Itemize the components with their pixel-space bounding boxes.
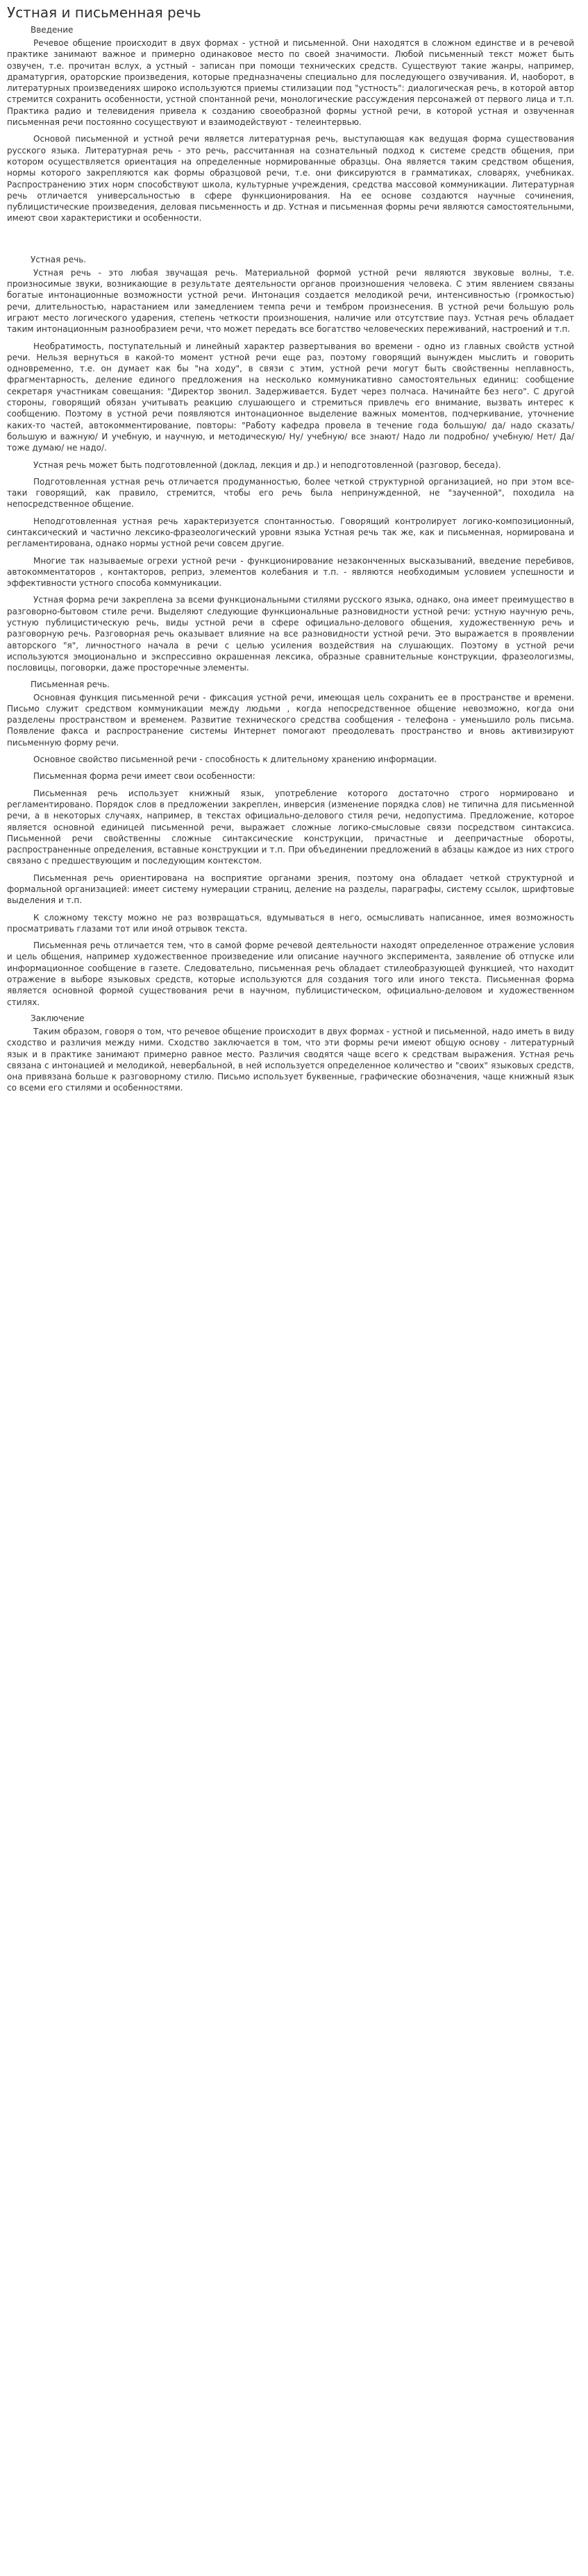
paragraph: Основное свойство письменной речи - способность к длительному хранению информации. <box>33 755 437 765</box>
paragraph: Основная функция письменной речи - фиксация устной речи, имеющая цель сохранить ее в пространстве и времени. Письмо служит средством коммуникации между людьми , когда непосредственное общение невозможно, когда они разделены пространством и временем. Развитие технического средства сообщения - телефона - уменьшило роль письма. Появление факса и распространение системы Интернет помогают преодолевать пространство и вновь активизируют письменную форму речи. <box>7 692 574 748</box>
paragraph: Необратимость, поступательный и линейный характер развертывания во времени - одно из главных свойств устной речи. Нельзя вернуться в какой-то момент устной речи еще раз, поэтому говорящий вынужден мыслить и говорить одновременно, т.е. он думает как бы "на ходу", в связи с этим, устной речи могут быть свойственны неплавность, фрагментарность, деление единого предложения на несколько коммуникативно самостоятельных единиц: сообщение секретаря участникам совещания: "Директор звонил. Задерживается. Будет через полчаса. Начинайте без него". С другой стороны, говорящий обязан учитывать реакцию слушающего и стремиться привлечь его внимание, вызвать интерес к сообщению. Поэтому в устной речи появляются интонационное выделение важных моментов, подчеркивание, уточнение каких-то частей, автокомментирование, повторы: "Работу кафедра провела в течение года большую/ да/ надо сказать/ большую и важную/ И учебную, и научную, и методическую/ Ну/ учебную/ все знают/ Надо ли подробно/ учебную/ Нет/ Да/ тоже думаю/ не надо/. <box>7 341 574 453</box>
paragraph: Письменная форма речи имеет свои особенности: <box>33 771 255 782</box>
section <box>7 230 574 674</box>
paragraph: Неподготовленная устная речь характеризуется спонтанностью. Говорящий контролирует логико-композиционный, синтаксический и частично лексико-фразеологический уровни языка Устная речь так же, как и письменная, нормирована и регламентирована, однако нормы устной речи совсем другие. <box>7 516 574 549</box>
section-heading: Письменная речь. <box>31 679 110 689</box>
paragraph: Устная речь может быть подготовленной (доклад, лекция и др.) и неподготовленной (разговор, беседа). <box>33 460 501 470</box>
section-heading: Введение <box>31 25 74 35</box>
page-title: Устная и письменная речь <box>7 4 201 21</box>
page <box>0 0 588 1109</box>
paragraph: Многие так называемые огрехи устной речи - функционирование незаконченных высказываний, введение перебивов, автокомментаторов , контакторов, реприз, элементов колебания и т.п. - являются необходимым условием успешности и эффективности устного способа коммуникации. <box>7 555 574 589</box>
paragraph: Устная речь - это любая звучащая речь. Материальной формой устной речи являются звуковые волны, т.е. произносимые звуки, возникающие в результате деятельности органов произношения человека. С этим явлением связаны богатые интонационные возможности устной речи. Интонация создается мелодикой речи, интенсивностью (громкостью) речи, длительностью, нарастанием или замедлением темпа речи и тембром произнесения. В устной речи большую роль играют место логического ударения, степень четкости произношения, наличие или отсутствие пауз. Устная речь обладает таким интонационным разнообразием речи, что может передать все богатство человеческих переживаний, настроений и т.п. <box>7 267 574 335</box>
section <box>7 680 574 1008</box>
paragraph: Подготовленная устная речь отличается продуманностью, более четкой структурной организацией, но при этом все-таки говорящий, как правило, стремится, чтобы его речь была непринужденной, не "заученной", походила на непосредственное общение. <box>7 476 574 510</box>
section-heading: Устная речь. <box>31 254 87 264</box>
paragraph: Письменная речь использует книжный язык, употребление которого достаточно строго нормировано и регламентировано. Порядок слов в предложении закреплен, инверсия (изменение порядка слов) не типична для письменной речи, а в некоторых случаях, например, в текстах официально-делового стиля речи, недопустима. Предложение, которое является основной единицей письменной речи, выражает сложные логико-смысловые связи посредством синтаксиса. Письменной речи свойственны сложные синтаксические конструкции, причастные и деепричастные обороты, распространенные определения, вставные конструкции и т.п. При объединении предложений в абзацы каждое из них строго связано с предшествующим и последующим контекстом. <box>7 788 574 866</box>
section-heading: Заключение <box>31 1013 85 1023</box>
paragraph: Основой письменной и устной речи является литературная речь, выступающая как ведущая форма существования русского языка. Литературная речь - это речь, рассчитанная на сознательный подход к системе средств общения, при котором осуществляется ориентация на определенные нормированные образцы. Она является таким средством общения, нормы которого закрепляются как формы образцовой речи, т.е. они фиксируются в грамматиках, словарях, учебниках. Распространению этих норм способствуют школа, культурные учреждения, средства массовой коммуникации. Литературная речь отличается универсальностью в сфере функционирования. На ее основе создаются научные сочинения, публицистические произведения, деловая письменность и др. Устная и письменная формы речи являются самостоятельными, имеют свои характеристики и особенности. <box>7 134 574 224</box>
section <box>7 1013 574 1094</box>
paragraph: Речевое общение происходит в двух формах - устной и письменной. Они находятся в сложном единстве и в речевой практике занимают важное и примерно одинаковое место по своей значимости. Любой письменный текст может быть озвучен, т.е. прочитан вслух, а устный - записан при помощи технических средств. Существуют такие жанры, например, драматургия, ораторские произведения, которые предназначены специально для последующего озвучивания. И, наоборот, в литературных произведениях широко используются приемы стилизации под "устность": диалогическая речь, в которой автор стремится сохранить особенности, устной спонтанной речи, монологические рассуждения персонажей от первого лица и т.п. Практика радио и телевидения привела к созданию своеобразной формы устной речи, в которой устная и озвученная письменная речи постоянно сосуществуют и взаимодействуют - телеинтервью. <box>7 38 574 128</box>
paragraph: Таким образом, говоря о том, что речевое общение происходит в двух формах - устной и письменной, надо иметь в виду сходство и различия между ними. Сходство заключается в том, что эти формы речи имеют общую основу - литературный язык и в практике занимают примерно равное место. Различия сводятся чаще всего к средствам выражения. Устная речь связана с интонацией и мелодикой, невербальной, в ней используется определенное количество и "своих" языковых средств, она привязана больше к разговорному стилю. Письмо использует буквенные, графические обозначения, чаще книжный язык со всеми его стилями и особенностями. <box>7 1026 574 1093</box>
paragraph: Письменная речь отличается тем, что в самой форме речевой деятельности находят определенное отражение условия и цель общения, например художественное произведение или описание научного эксперимента, заявление об отпуске или информационное сообщение в газете. Следовательно, письменная речь обладает стилеобразующей функцией, что находит отражение в выборе языковых средств, которые используются для создания того или иного текста. Письменная форма является основной формой существования речи в научном, публицистическом, официально-деловом и художественном стилях. <box>7 941 574 1007</box>
section <box>7 25 574 224</box>
paragraph: Письменная речь ориентирована на восприятие органами зрения, поэтому она обладает четкой структурной и формальной организацией: имеет систему нумерации страниц, деление на разделы, параграфы, систему ссылок, шрифтовые выделения и т.п. <box>7 873 574 906</box>
section-spacer <box>7 230 574 251</box>
paragraph: Устная форма речи закреплена за всеми функциональными стилями русского языка, однако, она имеет преимущество в разговорно-бытовом стиле речи. Выделяют следующие функциональные разновидности устной речи: устную научную речь, устную публицистическую речь, виды устной речи в сфере официально-делового общения, художественную речь и разговорную речь. Разговорная речь оказывает влияние на все разновидности устной речи. Это выражается в проявлении авторского "я", личностного начала в речи с целью усиления воздействия на слушающих. Поэтому в устной речи используются эмоционально и экспрессивно окрашенная лексика, образные сравнительные конструкции, фразеологизмы, пословицы, поговорки, даже просторечные элементы. <box>7 595 574 673</box>
paragraph: К сложному тексту можно не раз возвращаться, вдумываться в него, осмысливать написанное, имея возможность просматривать глазами тот или иной отрывок текста. <box>7 912 574 934</box>
document-body <box>7 25 574 1094</box>
